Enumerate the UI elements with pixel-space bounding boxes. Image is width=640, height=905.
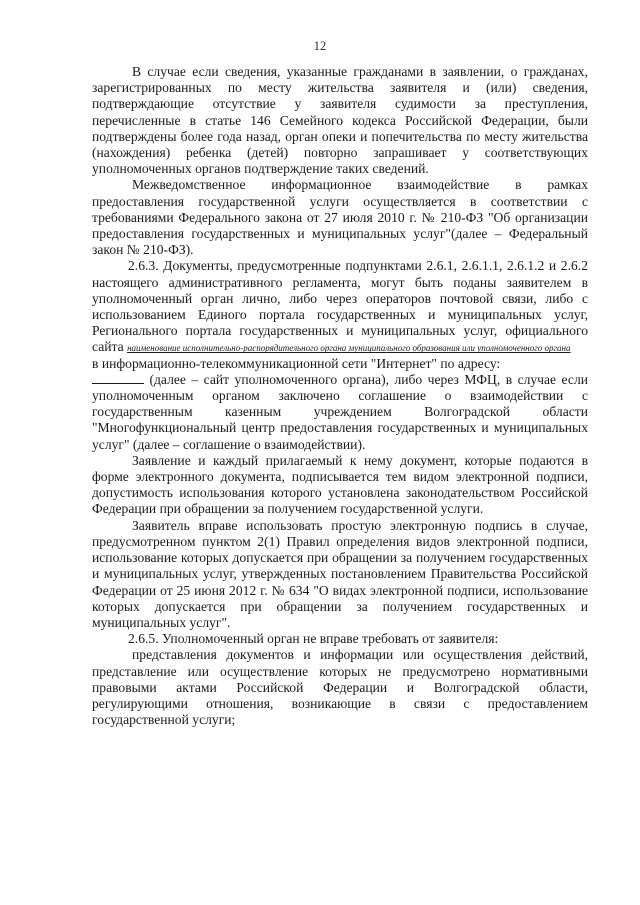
paragraph-mfc-text: (далее – сайт уполномоченного органа), либо через МФЦ, в случае если уполномоченным органом заключено соглашение о взаимодействии с государственным казенным учреждением Волгоградской области "Многофункциональный центр предоставления государственных и муниципальных услуг" (далее – соглашение о взаимодействии). (92, 371, 589, 452)
paragraph-2-6-5: 2.6.5. Уполномоченный орган не вправе требовать от заявителя: (128, 631, 499, 647)
underlined-note-organ-name: наименование исполнительно-распорядительного органа муниципального образования или уполномоченного органа (127, 343, 571, 354)
paragraph-requirements: представления документов и информации или осуществления действий, представление или осуществление которых не предусмотрено нормативными правовыми актами Российской Федерации и Волгоградской области, регулирующими отношения, возникающие в связи с предоставлением государственной услуги; (92, 647, 588, 728)
paragraph-2-6-3 (92, 258, 588, 355)
paragraph-mfc (92, 372, 588, 453)
paragraph-2-6-3-text: 2.6.3. Документы, предусмотренные подпунктами 2.6.1, 2.6.1.1, 2.6.1.2 и 2.6.2 настоящего административного регламента, могут быть поданы заявителем в уполномоченный орган лично, либо через операторов почтовой связи, либо с использованием Единого портала государственных и муниципальных услуг, Регионального портала государственных и муниципальных услуг, официального сайта (92, 258, 588, 355)
blank-address-line (92, 383, 144, 384)
page-number: 12 (313, 39, 327, 53)
paragraph-repeat-request: В случае если сведения, указанные гражданами в заявлении, о гражданах, зарегистрированных по месту жительства заявителя и (или) сведения, подтверждающие отсутствие у заявителя судимости за преступления, перечисленные в статье 146 Семейного кодекса Российской Федерации, были подтверждены более года назад, орган опеки и попечительства по месту жительства (нахождения) ребенка (детей) повторно запрашивает у соответствующих уполномоченных органов подтверждение таких сведений. (92, 64, 588, 177)
paragraph-simple-signature: Заявитель вправе использовать простую электронную подпись в случае, предусмотренном пунктом 2(1) Правил определения видов электронной подписи, использование которых допускается при обращении за получением государственных и муниципальных услуг, утвержденных постановлением Правительства Российской Федерации от 25 июня 2012 г. № 634 "О видах электронной подписи, использование которых допускается при обращении за получением государственных и муниципальных услуг". (92, 517, 588, 630)
paragraph-interagency-interaction: Межведомственное информационное взаимодействие в рамках предоставления государственной услуги осуществляется в соответствии с требованиями Федерального закона от 27 июля 2010 г. № 210-ФЗ "Об организации предоставления государственных и муниципальных услуг"(далее – Федеральный закон № 210-ФЗ). (92, 177, 588, 258)
paragraph-electronic-document: Заявление и каждый прилагаемый к нему документ, которые подаются в форме электронного документа, подписывается тем видом электронной подписи, допустимость использования которого установлена законодательством Российской Федерации при обращении за получением государственной услуги. (92, 452, 588, 517)
paragraph-internet-address: в информационно-телекоммуникационной сети "Интернет" по адресу: (92, 355, 501, 371)
